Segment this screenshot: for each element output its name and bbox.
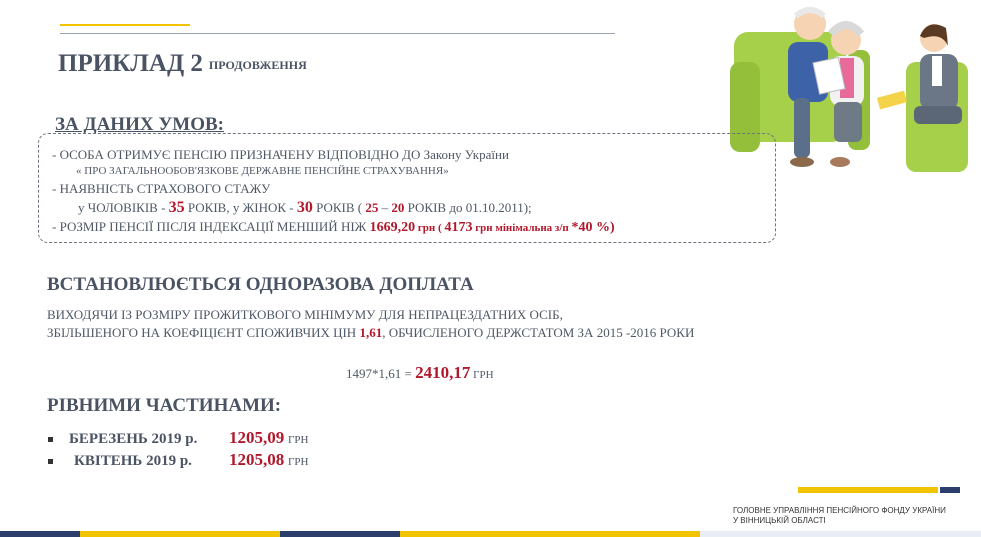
bottom-decorative-strip <box>0 531 981 537</box>
square-bullet-icon <box>48 459 53 464</box>
footer-org-line1: ГОЛОВНЕ УПРАВЛІННЯ ПЕНСІЙНОГО ФОНДУ УКРАЇНИ <box>733 506 946 515</box>
min-wage-amount: 4173 <box>444 220 473 235</box>
square-bullet-icon <box>48 437 53 442</box>
payment-description-line2 <box>47 325 694 341</box>
condition-item-insurance: - НАЯВНІСТЬ СТРАХОВОГО СТАЖУ <box>52 181 271 196</box>
price-coefficient: 1,61 <box>359 325 383 340</box>
min-wage-percent: *40 %) <box>571 220 615 235</box>
installment-row <box>48 450 308 470</box>
installment-month: КВІТЕНЬ 2019 р. <box>74 453 192 469</box>
insurance-dash: – <box>378 200 392 215</box>
payment-description-line1: ВИХОДЯЧИ ІЗ РОЗМІРУ ПРОЖИТКОВОГО МІНІМУМУ ДЛЯ НЕПРАЦЕЗДАТНИХ ОСІБ, <box>47 307 563 322</box>
insurance-men-suffix: РОКІВ, у ЖІНОК - <box>184 200 297 215</box>
condition-insurance-details <box>78 199 532 217</box>
footer-accent-bar <box>798 487 938 493</box>
formula-expression: 1497*1,61 = <box>346 366 416 381</box>
installment-month: БЕРЕЗЕНЬ 2019 р. <box>69 431 198 447</box>
formula-result-unit: ГРН <box>470 369 494 381</box>
formula-result: 2410,17 <box>415 363 471 382</box>
footer-organization <box>733 506 946 526</box>
insurance-women-years: 30 <box>296 199 313 216</box>
payment-heading: ВСТАНОВЛЮЄТЬСЯ ОДНОРАЗОВА ДОПЛАТА <box>47 274 474 295</box>
insurance-men-prefix: у ЧОЛОВІКІВ - <box>78 200 169 215</box>
pension-size-text: - РОЗМІР ПЕНСІЇ ПІСЛЯ ІНДЕКСАЦІЇ МЕНШИЙ НІЖ <box>52 219 370 234</box>
conditions-heading: ЗА ДАНИХ УМОВ: <box>55 114 224 135</box>
payment-line2-prefix: ЗБІЛЬШЕНОГО НА КОЕФІЦІЄНТ СПОЖИВЧИХ ЦІН <box>47 325 360 340</box>
min-wage-label: грн мінімальна з/п <box>472 222 572 234</box>
payment-line2-suffix: , ОБЧИСЛЕНОГО ДЕРЖСТАТОМ ЗА 2015 -2016 РОКИ <box>382 325 695 340</box>
installment-amount: 1205,09 <box>229 428 285 447</box>
footer-brand-bar <box>940 487 960 493</box>
header-accent-line <box>60 24 190 26</box>
page-title-text: ПРИКЛАД 2 <box>58 50 203 77</box>
insurance-old-men-years: 25 <box>365 200 379 215</box>
insurance-women-suffix: РОКІВ ( <box>312 200 366 215</box>
insurance-men-years: 35 <box>168 199 185 216</box>
pension-threshold-unit: грн ( <box>415 222 445 234</box>
page-title <box>58 50 307 78</box>
installments-heading: РІВНИМИ ЧАСТИНАМИ: <box>47 395 282 416</box>
insurance-tail: РОКІВ до 01.10.2011); <box>404 200 532 215</box>
condition-item-pension-size <box>52 219 615 236</box>
condition-item-law: - ОСОБА ОТРИМУЄ ПЕНСІЮ ПРИЗНАЧЕНУ ВІДПОВІДНО ДО Закону України <box>52 147 509 162</box>
installment-row <box>48 428 308 448</box>
page-subtitle: ПРОДОВЖЕННЯ <box>208 57 307 72</box>
pension-threshold-amount: 1669,20 <box>369 220 416 235</box>
installment-unit: ГРН <box>288 434 309 446</box>
footer-org-line2: У ВІННИЦЬКІЙ ОБЛАСТІ <box>733 516 826 525</box>
condition-law-name: « ПРО ЗАГАЛЬНООБОВ'ЯЗКОВЕ ДЕРЖАВНЕ ПЕНСІЙНЕ СТРАХУВАННЯ» <box>76 165 449 177</box>
installment-amount: 1205,08 <box>229 450 285 469</box>
installment-unit: ГРН <box>288 456 309 468</box>
insurance-old-women-years: 20 <box>391 200 405 215</box>
header-divider-line <box>60 33 615 34</box>
payment-formula <box>346 363 494 383</box>
